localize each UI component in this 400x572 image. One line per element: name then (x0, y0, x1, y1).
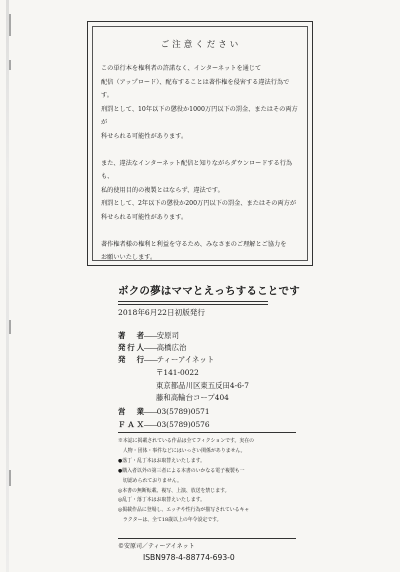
title-rule (118, 301, 268, 302)
copyright-rule (118, 538, 296, 539)
issuer-value: ティーアイネット (156, 355, 215, 364)
sales-phone: 03(5789)0571 (156, 407, 210, 416)
scan-mark (9, 14, 11, 36)
sales-row: 営 業――03(5789)0571 (118, 407, 210, 416)
scan-edge (6, 0, 9, 572)
fine-print: ※本誌に掲載されている作品は全てフィクションです。実在の 人物・団体・事件などにはいっさい関係がありません。 ●落丁・乱丁本はお取替えいたします。 ●購入者以外の第三者による本書のいかなる電子複製も一 切認められておりません。 ◎本書の無断転載、複写、上演、放送を禁じます。 ◎乱丁・落丁本はお取替えいたします。 ◎掲載作品に登場し、エッチや性行為が描写されているキャ ラクターは、全て18歳以上の年令設定です。 (118, 438, 255, 524)
scan-mark (9, 60, 11, 70)
building-line: 藤和高輪台コープ404 (156, 393, 229, 402)
fax-row: ＦＡＸ――03(5789)0576 (118, 420, 210, 429)
notice-paragraph-request: 著作権者様の権利と利益を守るため、みなさまのご理解とご協力を お願いいたします。 (101, 240, 287, 262)
postal-code: 〒141-0022 (156, 368, 199, 377)
author-value: 安原司 (156, 331, 179, 340)
copyright-line: ©安原司／ティーアイネット (118, 543, 195, 550)
address-line: 東京都品川区東五反田4-6-7 (156, 381, 250, 390)
issuer-label: 発 行 (118, 355, 144, 364)
info-rule (118, 432, 296, 433)
publication-date: 2018年6月22日初版発行 (118, 308, 205, 317)
isbn: ISBN978-4-88774-693-0 (143, 553, 235, 562)
issuer-row: 発 行――ティーアイネット (118, 355, 215, 364)
notice-paragraph-upload: この単行本を権利者の許諾なく、インターネットを通じて 配信（アップロード）、配布することは著作権を侵害する違法行為です。 刑罰として、10年以下の懲役か1000万円以下の罰金、またはその両方が 科せられる可能性があります。 (101, 65, 298, 140)
publisher-row: 発行人――高橋広治 (118, 343, 187, 352)
author-label: 著 者 (118, 331, 144, 340)
sales-label: 営 業 (118, 407, 144, 416)
publisher-value: 高橋広治 (156, 343, 187, 352)
author-row: 著 者――安原司 (118, 331, 179, 340)
notice-title: ご注意ください (160, 40, 242, 50)
notice-paragraph-download: また、違法なインターネット配信と知りながらダウンロードする行為も、 私的使用目的の複製とはならず、違法です。 刑罰として、2年以下の懲役か200万円以下の罰金、またはその両方が 科せられる可能性があります。 (101, 159, 297, 221)
notice-inner-frame (92, 26, 308, 261)
copyright-notice-box (87, 21, 313, 266)
scan-mark (9, 470, 11, 486)
fax-label: ＦＡＸ (118, 420, 144, 429)
publisher-label: 発行人 (118, 343, 144, 352)
scan-mark (9, 320, 11, 334)
book-title: ボクの夢はママとえっちすることです (118, 285, 300, 297)
fax-number: 03(5789)0576 (156, 420, 210, 429)
title-rule (118, 304, 268, 305)
